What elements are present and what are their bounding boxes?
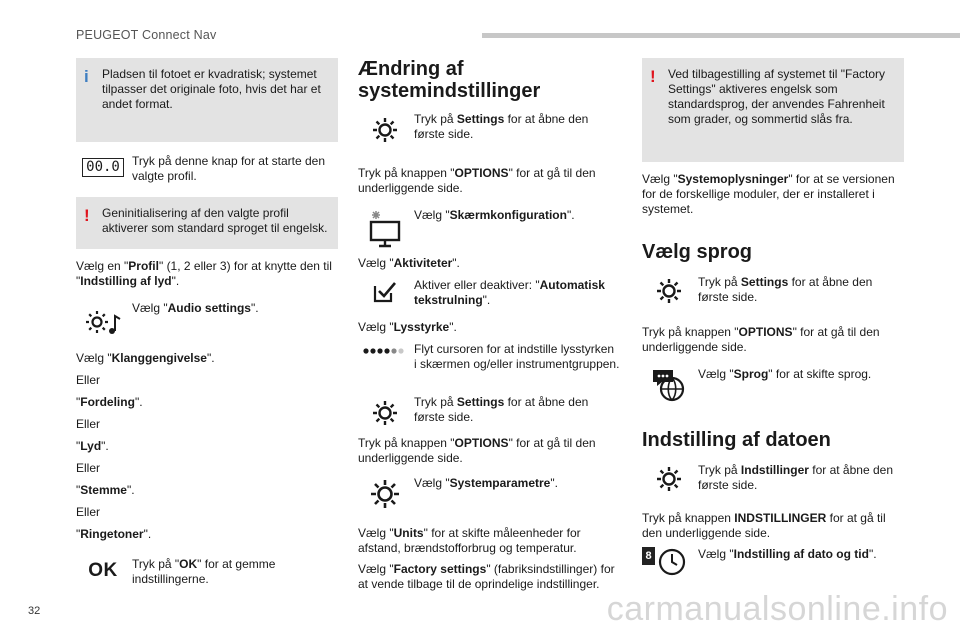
step-text: Flyt cursoren for at indstille lysstyrken i skærmen og/eller instrumentgruppen. <box>414 342 620 371</box>
clock-icon <box>657 547 687 581</box>
step-system-params <box>358 476 620 520</box>
section-heading: Ændring af systemindstillinger <box>358 58 541 102</box>
warning-note <box>76 197 338 249</box>
step-auto-scroll <box>358 278 620 320</box>
running-header: PEUGEOT Connect Nav <box>76 28 217 42</box>
paragraph: Tryk på knappen INDSTILLINGER for at gå til den underliggende side. <box>642 511 886 540</box>
step-text: Vælg "Audio settings". <box>132 301 259 315</box>
paragraph: Tryk på knappen "OPTIONS" for at gå til den underliggende side. <box>642 325 880 354</box>
section-heading: Vælg sprog <box>642 241 753 263</box>
step-text: Tryk på Settings for at åbne den første side. <box>698 275 873 304</box>
step-date-time <box>642 547 904 581</box>
paragraph: Vælg "Lysstyrke". <box>358 320 457 334</box>
paragraph: Tryk på knappen "OPTIONS" for at gå til den underliggende side. <box>358 436 596 465</box>
info-icon: i <box>84 67 89 86</box>
or-text: Eller <box>76 417 101 431</box>
step-text: Vælg "Indstilling af dato og tid". <box>698 547 877 561</box>
option-sound: "Lyd". <box>76 439 109 453</box>
warning-icon: ! <box>84 206 90 225</box>
option-sound-style: Vælg "Klanggengivelse". <box>76 351 215 365</box>
warning-icon: ! <box>650 67 656 86</box>
column-left <box>76 58 338 587</box>
step-brightness-slider <box>358 342 620 392</box>
step-text: Tryk på Indstillinger for at åbne den første side. <box>698 463 893 492</box>
checkbox-icon <box>358 278 412 304</box>
step-settings <box>642 275 904 321</box>
step-ok <box>76 557 338 587</box>
warning-note <box>642 58 904 162</box>
step-settings <box>358 112 620 158</box>
paragraph: Vælg "Factory settings" (fabriksindstillinger) for at vende tilbage til de oprindelige indstillinger. <box>358 562 615 591</box>
paragraph: Vælg "Units" for at skifte måleenheder for afstand, brændstofforbrug og temperatur. <box>358 526 581 555</box>
step-text: Tryk på "OK" for at gemme indstillingerne. <box>132 557 276 586</box>
step-display-config <box>358 208 620 256</box>
ok-button-icon: OK <box>88 560 118 581</box>
watermark: carmanualsonline.info <box>606 590 948 628</box>
header-rule <box>482 33 960 38</box>
settings-gear-icon <box>358 112 412 144</box>
column-right <box>642 58 904 581</box>
option-voice: "Stemme". <box>76 483 135 497</box>
settings-gear-icon <box>642 275 696 305</box>
step-text: Tryk på Settings for at åbne den første side. <box>414 395 589 424</box>
or-text: Eller <box>76 461 101 475</box>
step-start-profile <box>76 154 338 184</box>
settings-gear-icon <box>642 463 696 493</box>
paragraph: Vælg "Systemoplysninger" for at se versionen for de forskellige moduler, der er installeret i systemet. <box>642 172 895 216</box>
or-text: Eller <box>76 373 101 387</box>
info-note-text: Pladsen til fotoet er kvadratisk; systemet tilpasser det originale foto, hvis det har et andet format. <box>102 67 321 111</box>
info-note <box>76 58 338 142</box>
chapter-badge: 8 <box>642 547 655 565</box>
paragraph: Tryk på knappen "OPTIONS" for at gå til den underliggende side. <box>358 166 596 195</box>
step-text: Tryk på Settings for at åbne den første side. <box>414 112 589 141</box>
system-gear-icon <box>358 476 412 510</box>
step-audio-settings <box>76 301 338 345</box>
settings-gear-icon <box>358 395 412 427</box>
brightness-slider-icon <box>358 342 412 356</box>
option-distribution: "Fordeling". <box>76 395 143 409</box>
option-ringtones: "Ringetoner". <box>76 527 152 541</box>
paragraph-choose-profile: Vælg en "Profil" (1, 2 eller 3) for at knytte den til "Indstilling af lyd". <box>76 259 332 288</box>
step-text: Tryk på denne knap for at starte den valgte profil. <box>132 154 326 183</box>
language-icon <box>642 367 696 403</box>
step-text: Vælg "Systemparametre". <box>414 476 558 490</box>
screen-brightness-icon <box>358 208 412 248</box>
column-middle <box>358 58 620 592</box>
step-settings <box>358 395 620 433</box>
section-heading: Indstilling af datoen <box>642 429 831 451</box>
step-text: Vælg "Sprog" for at skifte sprog. <box>698 367 872 381</box>
warning-note-text: Geninitialisering af den valgte profil aktiverer som standard sproget til engelsk. <box>102 206 328 235</box>
page-number: 32 <box>28 605 41 617</box>
display-button-icon: 00.0 <box>82 158 124 177</box>
paragraph: Vælg "Aktiviteter". <box>358 256 460 270</box>
step-text: Vælg "Skærmkonfiguration". <box>414 208 575 222</box>
warning-note-text: Ved tilbagestilling af systemet til "Factory Settings" aktiveres engelsk som standardsprog, der anvendes Fahrenheit som grader, og sommertid slås fra. <box>668 67 886 126</box>
step-text: Aktiver eller deaktiver: "Automatisk tekstrulning". <box>414 278 605 307</box>
audio-settings-icon <box>76 301 130 337</box>
or-text: Eller <box>76 505 101 519</box>
step-language <box>642 367 904 409</box>
step-settings <box>642 463 904 509</box>
